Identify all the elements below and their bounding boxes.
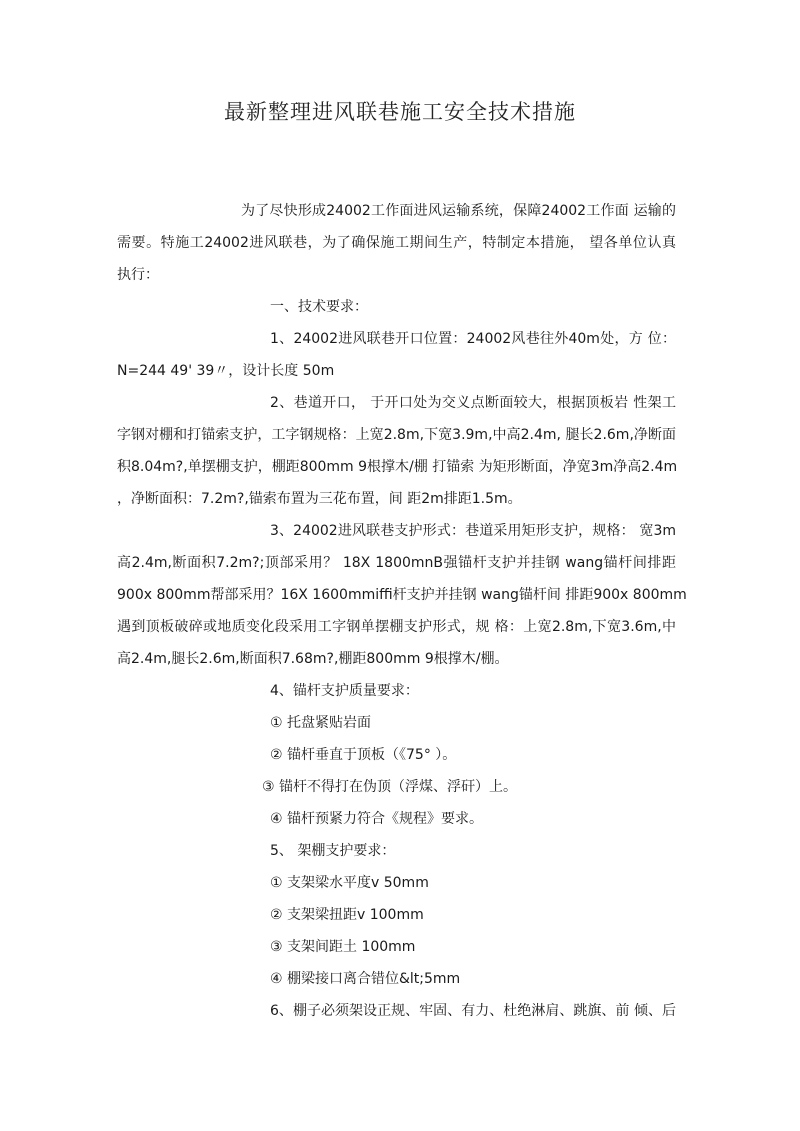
document-title: 最新整理进风联巷施工安全技术措施	[224, 100, 576, 124]
list-item: ② 锚杆垂直于顶板（《75° ）。	[270, 747, 457, 763]
paragraph-line: 6、棚子必须架设正规、牢固、有力、杜绝淋肩、跳旗、前 倾、后	[270, 1003, 676, 1019]
paragraph-line: 遇到顶板破碎或地质变化段采用工字钢单摆棚支护形式，规 格：上宽2.8m,下宽3.6m,中	[117, 619, 676, 635]
paragraph-line: 3、24002进风联巷支护形式：巷道采用矩形支护，规格： 宽3m	[270, 523, 676, 539]
paragraph-line: 积8.04m?,单摆棚支护，棚距800mm 9根撑木/棚 打锚索 为矩形断面，净宽3m净高2.4m	[117, 459, 678, 475]
section-heading: 4、锚杆支护质量要求：	[270, 683, 419, 699]
paragraph-line: 高2.4m,腿长2.6m,断面积7.68m?,棚距800mm 9根撑木/棚。	[117, 651, 509, 667]
paragraph-line: 执行：	[117, 267, 159, 283]
paragraph-line: 1、24002进风联巷开口位置：24002风巷往外40m处，方 位：	[270, 331, 676, 347]
paragraph-line: 需要。特施工24002进风联巷，为了确保施工期间生产，特制定本措施， 望各单位认真	[117, 235, 676, 251]
list-item: ① 托盘紧贴岩面	[270, 715, 372, 731]
paragraph-line: 高2.4m,断面积7.2m?;顶部采用？ 18X 1800mnB强锚杆支护并挂钢 wang锚杆间排距	[117, 555, 676, 571]
list-item: ① 支架梁水平度v 50mm	[270, 875, 429, 891]
list-item: ③ 锚杆不得打在伪顶（浮煤、浮矸）上。	[262, 779, 517, 795]
section-heading: 5、 架棚支护要求：	[270, 843, 396, 859]
list-item: ③ 支架间距土 100mm	[270, 939, 416, 955]
paragraph-line: 2、巷道开口， 于开口处为交义点断面较大，根据顶板岩 性架工	[270, 395, 676, 411]
paragraph-line: 字钢对棚和打锚索支护，工字钢规格：上宽2.8m,下宽3.9m,中高2.4m, 腿长2.6m,净断面	[117, 427, 676, 443]
paragraph-line: 900x 800mm帮部采用？16X 1600mmiffi杆支护并挂钢 wang锚杆间 排距900x 800mm	[117, 587, 687, 603]
paragraph-line: ，净断面积：7.2m?,锚索布置为三花布置，间 距2m排距1.5m。	[117, 491, 522, 507]
paragraph-line: N=244 49' 39〃，设计长度 50m	[117, 363, 335, 379]
paragraph-line: 为了尽快形成24002工作面进风运输系统，保障24002工作面 运输的	[241, 203, 676, 219]
section-heading: 一、技术要求：	[270, 299, 368, 315]
list-item: ④ 锚杆预紧力符合《规程》要求。	[270, 811, 484, 827]
list-item: ④ 棚梁接口离合错位&lt;5mm	[270, 971, 461, 987]
list-item: ② 支架梁扭距v 100mm	[270, 907, 424, 923]
